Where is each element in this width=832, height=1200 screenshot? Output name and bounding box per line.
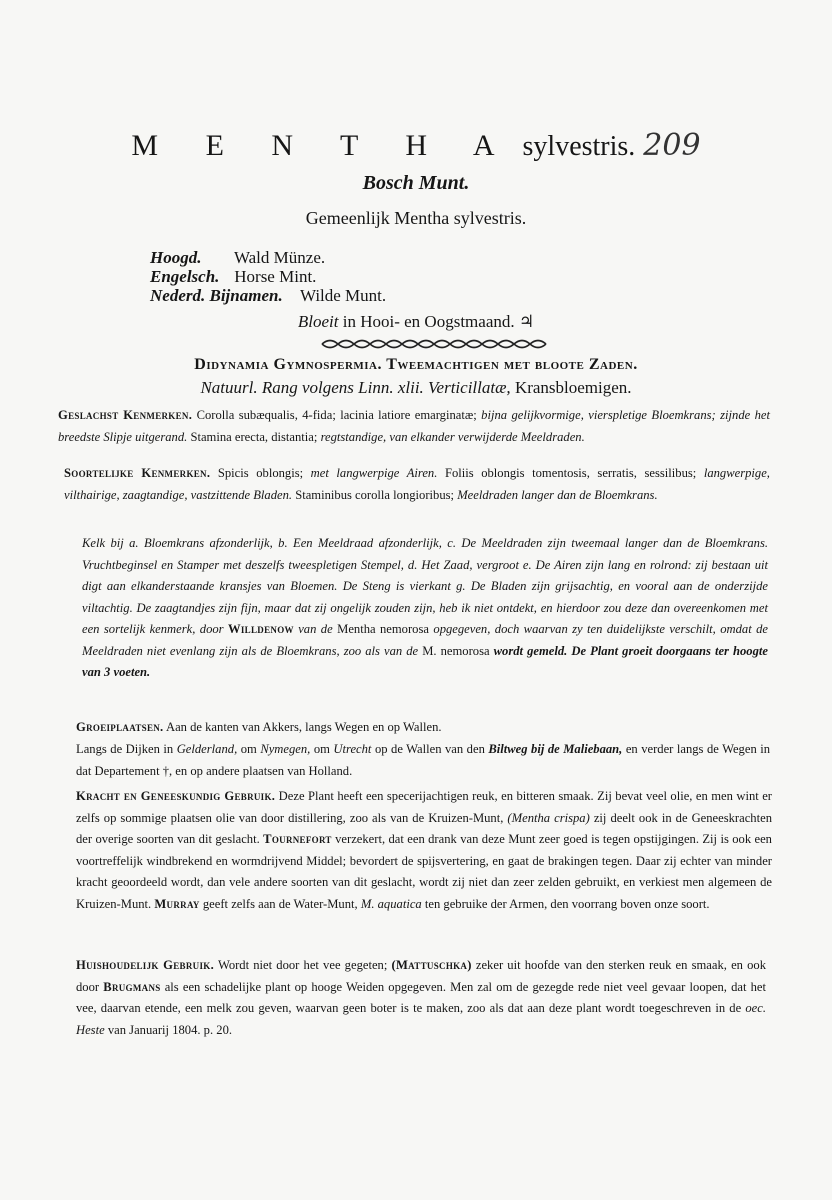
natural-order-italic: Natuurl. Rang volgens Linn. xlii. Verticillatæ, bbox=[200, 378, 511, 397]
body-text: zij deelt ook in de Geneeskrachten der overige soorten van dit geslacht. bbox=[76, 810, 772, 846]
dutch-text: langwerpige, vilthairige, zaagtandige, vastzittende Bladen. bbox=[64, 466, 770, 502]
name-row bbox=[150, 248, 386, 267]
species-reference: (Mentha crispa) bbox=[507, 810, 590, 825]
body-text: zeker uit hoofde van den sterken reuk en smaak, en ook door bbox=[76, 958, 766, 994]
linnaean-class: Didynamia Gymnospermia. Tweemachtigen met bloote Zaden. bbox=[194, 356, 638, 373]
species-name: sylvestris. bbox=[522, 131, 636, 162]
page-title bbox=[0, 128, 832, 163]
body-text: ten gebruike der Armen, den voorrang boven onze soort. bbox=[424, 896, 710, 911]
household-use-paragraph bbox=[76, 955, 766, 1041]
description-text: wordt gemeld. De Plant groeit doorgaans ter hoogte van 3 voeten. bbox=[82, 643, 768, 679]
section-label: Groeiplaatsen. bbox=[76, 720, 164, 734]
species-characters-paragraph bbox=[64, 463, 770, 506]
locations-text: om bbox=[240, 742, 257, 756]
section-label: Kracht en Geneeskundig Gebruik. bbox=[76, 789, 276, 803]
author-name: Tournefort bbox=[263, 832, 332, 846]
vernacular-names bbox=[150, 248, 386, 305]
common-name: Gemeenlijk Mentha sylvestris. bbox=[305, 208, 527, 228]
locations-paragraph bbox=[76, 739, 770, 782]
locations-text: om bbox=[313, 742, 330, 756]
description-text: opgegeven, doch waarvan zy ten duidelijkste verschilt, omdat de Meeldraden niet evenlang zijn als de Bloemkrans, zoo als van de bbox=[82, 622, 769, 658]
genus-characters-paragraph bbox=[58, 405, 770, 448]
name-language: Nederd. Bijnamen. bbox=[150, 286, 283, 305]
latin-text: Stamina erecta, distantia; bbox=[190, 429, 318, 444]
genus-name: M E N T H A bbox=[131, 129, 515, 162]
habitat-text: Aan de kanten van Akkers, langs Wegen en op Wallen. bbox=[165, 720, 442, 734]
description-text: Kelk bij a. Bloemkrans afzonderlijk, b. Een Meeldraad afzonderlijk, c. De Meeldraden zijn tweemaal langer dan de Bloemkrans. Vruchtbeginsel en Stamper met deszelfs tweespletigen Stempel, d. Het Zaad, vergroot e. De Airen zijn lang en rolrond: zij bestaan uit digt aan elkanderstaande kransjes van Bloemen. De Steng is vierkant g. De Bladen zijn grijsachtig, en vooral aan de onderzijde viltachtig. De zaagtandjes zijn fijn, maar dat zij ongelijk zouden zijn, heb ik niet ontdekt, en hierdoor zou deze dan overeenkomen met een sortelijk kenmerk, door bbox=[82, 536, 768, 636]
name-language: Hoogd. bbox=[150, 248, 202, 267]
dutch-text: regtstandige, van elkander verwijderde Meeldraden. bbox=[320, 429, 585, 444]
author-name: Willdenow bbox=[227, 622, 294, 636]
medicinal-use-paragraph bbox=[76, 786, 772, 915]
author-name: (Mattuschka) bbox=[391, 958, 472, 972]
place-name: Utrecht bbox=[333, 742, 372, 756]
body-text: verzekert, dat een drank van deze Munt zeer goed is tegen opstijgingen. Zij is ook een voortreffelijk windbrekend en wormdrijvend Middel; bevordert de spijsvertering, en gaat de brakingen tegen. Daar zij echter van minder kracht geoordeeld wordt, dan vele andere soorten van dit geslacht, wordt zij niet dan zeer zelden gebruikt, en verkiest men algemeen de Kruizen-Munt. bbox=[76, 832, 772, 911]
name-language: Engelsch. bbox=[150, 267, 220, 286]
locations-text: en verder langs de Wegen in dat Departement †, en op andere plaatsen van Holland. bbox=[76, 742, 771, 778]
dutch-text: Meeldraden langer dan de Bloemkrans. bbox=[457, 487, 658, 502]
place-name: Biltweg bij de Maliebaan, bbox=[488, 742, 623, 756]
name-value: Horse Mint. bbox=[234, 267, 317, 286]
author-name: Murray bbox=[154, 896, 200, 911]
locations-text: Langs de Dijken in bbox=[76, 742, 174, 756]
publication-reference: oec. Heste bbox=[76, 1001, 766, 1037]
description-text: van de bbox=[298, 622, 333, 636]
name-value: Wilde Munt. bbox=[299, 286, 387, 305]
body-text: als een schadelijke plant op hooge Weiden opgegeven. Men zal om de gezegde rede niet veel gevaar loopen, dat het vee, daarvan etende, een melk zou geven, waarvan geen boter is te maken, zoo als dat aan deze plant wordt toegeschreven in de bbox=[76, 979, 767, 1015]
natural-order bbox=[0, 378, 832, 398]
species-reference: M. nemorosa bbox=[422, 643, 490, 658]
name-row bbox=[150, 267, 386, 286]
latin-text: Staminibus corolla longioribus; bbox=[295, 487, 455, 502]
section-label: Geslachst Kenmerken. bbox=[58, 408, 193, 422]
section-label: Huishoudelijk Gebruik. bbox=[76, 958, 215, 972]
species-reference: Mentha nemorosa bbox=[337, 622, 429, 636]
flowering-label: Bloeit bbox=[297, 312, 339, 331]
species-reference: M. aquatica bbox=[360, 896, 422, 911]
latin-text: Corolla subæqualis, 4-fida; lacinia latiore emarginatæ; bbox=[196, 408, 477, 422]
latin-text: Foliis oblongis tomentosis, serratis, sessilibus; bbox=[444, 466, 697, 480]
ornament-divider bbox=[320, 338, 556, 350]
body-text: van Januarij 1804. p. 20. bbox=[107, 1022, 233, 1037]
locations-text: op de Wallen van den bbox=[374, 742, 485, 756]
flowering-line bbox=[0, 312, 832, 332]
description-paragraph bbox=[82, 533, 768, 684]
author-name: Brugmans bbox=[103, 979, 161, 994]
body-text: geeft zelfs aan de Water-Munt, bbox=[202, 896, 358, 911]
natural-order-dutch: Kransbloemigen. bbox=[514, 378, 632, 397]
dutch-name: Bosch Munt. bbox=[362, 172, 470, 194]
handwritten-number: 209 bbox=[643, 128, 701, 163]
name-value: Wald Münze. bbox=[233, 248, 326, 267]
flowering-text: in Hooi- en Oogstmaand. ♃ bbox=[342, 312, 535, 331]
place-name: Nymegen, bbox=[260, 742, 311, 756]
latin-text: Spicis oblongis; bbox=[217, 466, 304, 480]
body-text: Wordt niet door het vee gegeten; bbox=[217, 958, 388, 972]
dutch-text: met langwerpige Airen. bbox=[310, 466, 438, 480]
place-name: Gelderland, bbox=[176, 742, 238, 756]
section-label: Soortelijke Kenmerken. bbox=[64, 466, 211, 480]
habitat-paragraph bbox=[76, 717, 770, 739]
body-text: Deze Plant heeft een specerijachtigen reuk, en bitteren smaak. Zij bevat veel olie, en men wint er zelfs op sommige plaatsen olie van door distillering, zoo als van de Kruizen-Munt, bbox=[76, 789, 772, 825]
dutch-text: bijna gelijkvormige, vierspletige Bloemkrans; zijnde het breedste Slipje uitgerand. bbox=[58, 408, 770, 444]
name-row bbox=[150, 286, 386, 305]
